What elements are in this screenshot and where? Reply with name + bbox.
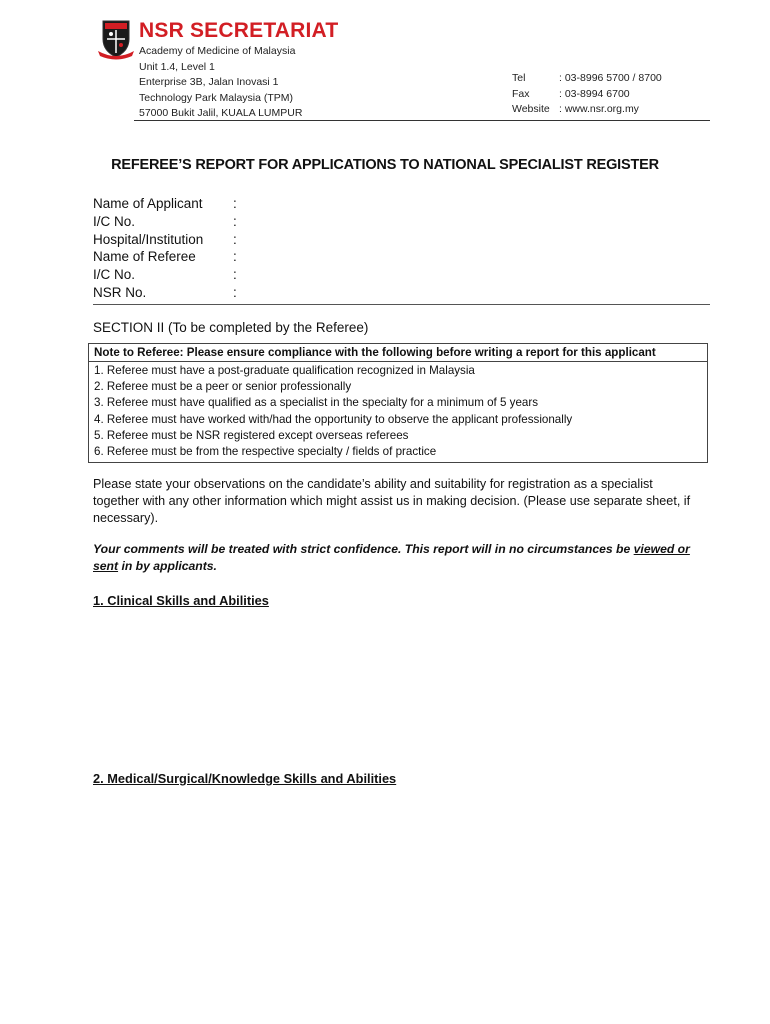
contact-fax	[512, 87, 662, 103]
note-item: 5. Referee must be NSR registered except overseas referees	[94, 428, 409, 442]
contact-label: Fax	[512, 87, 530, 100]
section-heading: SECTION II (To be completed by the Referee)	[93, 320, 369, 335]
field-nsr-no[interactable]	[93, 284, 245, 302]
field-label: I/C No.	[93, 213, 136, 229]
field-separator: :	[233, 231, 237, 247]
address-line: Enterprise 3B, Jalan Inovasi 1	[139, 76, 279, 88]
referee-note-box	[88, 343, 708, 463]
contact-website	[512, 102, 662, 118]
field-label: I/C No.	[93, 267, 136, 283]
section-clinical-skills: 1. Clinical Skills and Abilities	[93, 593, 269, 608]
note-item: 4. Referee must have worked with/had the opportunity to observe the applicant professionally	[94, 412, 573, 426]
address-line: Unit 1.4, Level 1	[139, 60, 215, 73]
field-separator: :	[233, 284, 237, 300]
header-divider	[134, 120, 710, 121]
note-item: 3. Referee must have qualified as a specialist in the specialty for a minimum of 5 years	[94, 396, 538, 410]
confidentiality-notice	[93, 541, 693, 575]
field-referee-name[interactable]	[93, 248, 245, 266]
academy-crest-icon	[97, 17, 135, 61]
contact-value: : www.nsr.org.my	[559, 103, 639, 115]
section-medical-knowledge-skills: 2. Medical/Surgical/Knowledge Skills and Abilities	[93, 771, 397, 786]
note-list	[89, 362, 707, 462]
note-item: 6. Referee must be from the respective specialty / fields of practice	[94, 445, 437, 459]
field-label: Name of Applicant	[93, 196, 203, 211]
field-label: NSR No.	[93, 284, 147, 300]
instructions-paragraph: Please state your observations on the candidate’s ability and suitability for registration as a specialist together with any other information which might assist us in making decision. (Please use separate sheet, if necessary).	[93, 477, 691, 525]
address-line: 57000 Bukit Jalil, KUALA LUMPUR	[139, 107, 303, 119]
org-address	[139, 44, 302, 122]
field-label: Name of Referee	[93, 249, 196, 265]
field-separator: :	[233, 267, 237, 283]
field-hospital[interactable]	[93, 231, 245, 249]
field-label: Hospital/Institution	[93, 231, 204, 247]
contact-value: : 03-8994 6700	[559, 87, 630, 100]
field-separator: :	[233, 249, 237, 265]
field-referee-ic[interactable]	[93, 266, 245, 284]
note-item: 2. Referee must be a peer or senior professionally	[94, 380, 352, 394]
note-heading: Note to Referee: Please ensure compliance with the following before writing a report for this applicant	[89, 344, 707, 362]
contact-value: : 03-8996 5700 / 8700	[559, 72, 662, 84]
confidential-text-end: in by applicants.	[118, 559, 217, 573]
contact-label: Tel	[512, 72, 526, 84]
field-applicant-ic[interactable]	[93, 213, 245, 231]
applicant-fields	[93, 195, 245, 302]
confidential-text: Your comments will be treated with strict confidence. This report will in no circumstances be	[93, 542, 634, 556]
contact-tel	[512, 71, 662, 87]
address-line: Technology Park Malaysia (TPM)	[139, 91, 294, 104]
field-separator: :	[233, 213, 237, 229]
note-item: 1. Referee must have a post-graduate qualification recognized in Malaysia	[94, 364, 475, 377]
org-title: NSR SECRETARIAT	[139, 19, 339, 42]
address-line: Academy of Medicine of Malaysia	[139, 45, 296, 57]
fields-divider	[93, 304, 710, 305]
org-contacts	[512, 71, 662, 118]
field-separator: :	[233, 196, 237, 211]
confidential-underlined: viewed or sent	[93, 542, 690, 573]
field-applicant-name[interactable]	[93, 195, 245, 213]
document-title: REFEREE’S REPORT FOR APPLICATIONS TO NATIONAL SPECIALIST REGISTER	[111, 157, 659, 173]
contact-label: Website	[512, 103, 550, 115]
